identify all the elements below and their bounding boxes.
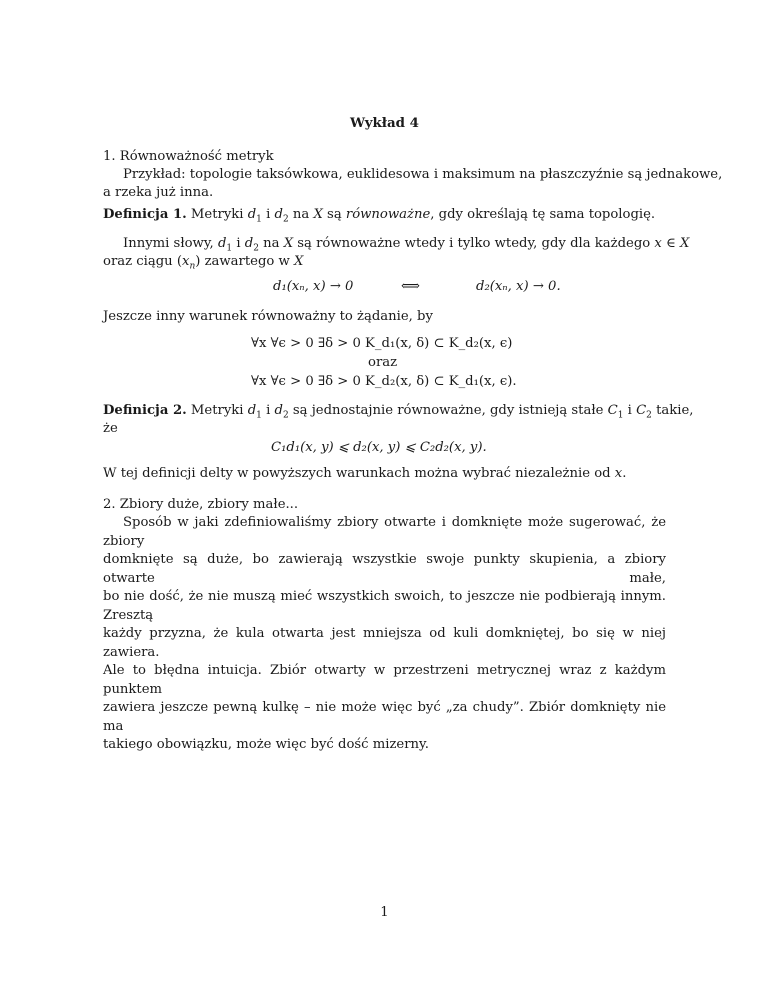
formula-uniform: C₁d₁(x, y) ⩽ d₂(x, y) ⩽ C₂d₂(x, y).: [271, 440, 487, 455]
lecture-title: Wykład 4: [350, 115, 419, 131]
equivalence-line-2: oraz ciągu $(x_n)$ zawartego w X: [103, 254, 304, 272]
document-page: Wykład 4 1. Równoważność metryk Przykład: topologie taksówkowa, euklidesowa i maksimum na płaszczyźnie są jednakowe, a rzeka już inna. Definicja 1. Metryki $d_1$ i $d_2$ na X są równoważne, gdy określają tę sama topologię. Innymi słowy, $d_1$ i $d_2$ na X są równoważne wtedy i tylko wtedy, gdy dla każdego x ∈ X oraz ciągu $(x_n)$ zawartego w X d₁(xₙ, x) → 0 ⟺ d₂(xₙ, x) → 0. Jeszcze inny warunek równoważny to żądanie, by ∀x ∀ϵ > 0 ∃δ > 0 K_d₁(x, δ) ⊂ K_d₂(x, ϵ) oraz ∀x ∀ϵ > 0 ∃δ > 0 K_d₂(x, δ) ⊂ K_d₁(x, ϵ). Definicja 2. Metryki $d_1$ i $d_2$ są jednostajnie równoważne, gdy istnieją stałe $C_1$ i $C_2$ takie, że C₁d₁(x, y) ⩽ d₂(x, y) ⩽ C₂d₂(x, y). W tej definicji delty w powyższych warunkach można wybrać niezależnie od x. 2. Zbiory duże, zbiory małe... Sposób w jaki zdefiniowaliśmy zbiory otwarte i domknięte może sugerować, że zbiory domknięte są duże, bo zawierają wszystkie swoje punkty skupienia, a zbiory otwarte małe, bo nie dość, że nie muszą mieć wszystkich swoich, to jeszcze nie podbierają innym. Zresztą każdy przyzna, że kula otwarta jest mniejsza od kuli domkniętej, bo się w niej zawiera. Ale to błędna intuicja. Zbiór otwarty w przestrzeni metrycznej wraz z każdym punktem zawiera jeszcze pewną kulkę – nie może więc być „za chudy”. Zbiór domknięty nie ma takiego obowiązku, może więc być dość mizerny. 1: [103, 0, 666, 994]
section2-heading: 2. Zbiory duże, zbiory małe...: [103, 497, 299, 512]
definition-2: Definicja 2. Metryki $d_1$ i $d_2$ są jednostajnie równoważne, gdy istnieją stałe $C_1$ i $C_2$ takie,: [103, 403, 694, 421]
section1-heading: 1. Równoważność metryk: [103, 149, 274, 164]
definition-1-term: równoważne: [345, 207, 431, 222]
definition-2-label: Definicja 2.: [103, 403, 187, 418]
condition-intro: Jeszcze inny warunek równoważny to żądanie, by: [103, 309, 433, 324]
example-line-1: Przykład: topologie taksówkowa, euklidesowa i maksimum na płaszczyźnie są jednakowe,: [123, 167, 723, 182]
example-line-2: a rzeka już inna.: [103, 185, 214, 200]
definition-1-label: Definicja 1.: [103, 207, 187, 222]
definition-1: Definicja 1. Metryki $d_1$ i $d_2$ na X są równoważne, gdy określają tę sama topologię.: [103, 207, 656, 225]
formula-balls-2: ∀x ∀ϵ > 0 ∃δ > 0 K_d₂(x, δ) ⊂ K_d₁(x, ϵ).: [251, 374, 517, 389]
page-number: 1: [380, 905, 389, 920]
definition-2-line-2: że: [103, 421, 118, 436]
formula-balls-1: ∀x ∀ϵ > 0 ∃δ > 0 K_d₁(x, δ) ⊂ K_d₂(x, ϵ): [251, 336, 513, 351]
formula-oraz: oraz: [368, 355, 398, 370]
section2-body: Sposób w jaki zdefiniowaliśmy zbiory otwarte i domknięte może sugerować, że zbiory domknięte są duże, bo zawierają wszystkie swoje punkty skupienia, a zbiory otwarte małe, bo nie dość, że nie muszą mieć wszystkich swoich, to jeszcze nie podbierają innym. Zresztą każdy przyzna, że kula otwarta jest mniejsza od kuli domkniętej, bo się w niej zawiera. Ale to błędna intuicja. Zbiór otwarty w przestrzeni metrycznej wraz z każdym punktem zawiera jeszcze pewną kulkę – nie może więc być „za chudy”. Zbiór domknięty nie ma takiego obowiązku, może więc być dość mizerny.: [103, 515, 666, 752]
equivalence-line-1: Innymi słowy, $d_1$ i $d_2$ na X są równoważne wtedy i tylko wtedy, gdy dla każdego x ∈ X: [123, 236, 690, 254]
definition-2-remark: W tej definicji delty w powyższych warunkach można wybrać niezależnie od x.: [103, 466, 627, 481]
